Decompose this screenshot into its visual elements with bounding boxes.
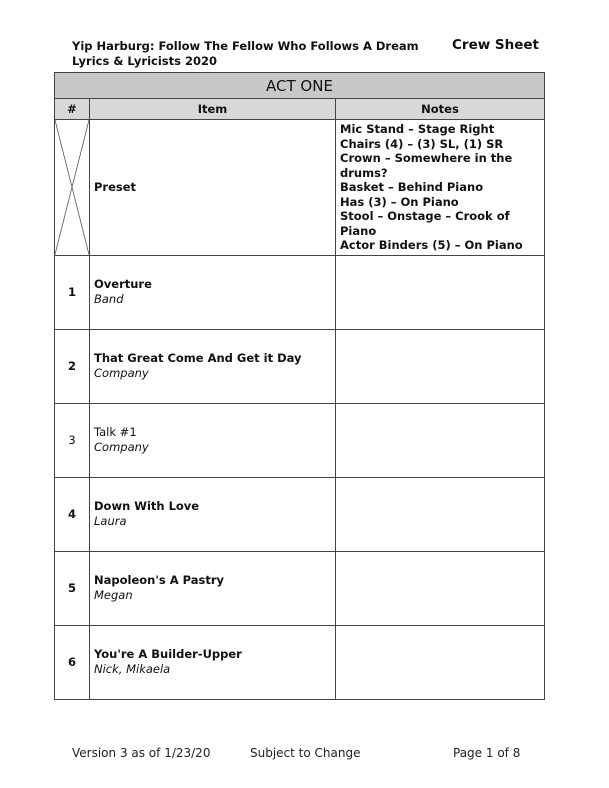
preset-note: Mic Stand – Stage Right xyxy=(340,122,495,136)
footer-version: Version 3 as of 1/23/20 xyxy=(72,746,211,760)
footer-status: Subject to Change xyxy=(250,746,361,760)
row-number: 5 xyxy=(55,551,90,625)
act-header-row xyxy=(55,73,545,99)
preset-note: Has (3) – On Piano xyxy=(340,194,459,209)
row-number: 3 xyxy=(55,403,90,477)
table-row xyxy=(55,551,545,625)
table-row xyxy=(55,255,545,329)
item-cell xyxy=(90,551,336,625)
preset-note: Crown – Somewhere in the drums? xyxy=(340,151,513,180)
event-title: Lyrics & Lyricists 2020 xyxy=(72,53,217,68)
preset-notes xyxy=(336,120,545,256)
song-title: You're A Builder-Upper xyxy=(94,647,242,661)
cross-mark-icon xyxy=(55,120,89,255)
show-title: Yip Harburg: Follow The Fellow Who Follows A Dream xyxy=(72,39,419,53)
column-header-row xyxy=(55,99,545,120)
column-header-notes: Notes xyxy=(336,99,545,120)
performer: Megan xyxy=(94,588,133,602)
document-header xyxy=(72,39,419,68)
crew-sheet-label: Crew Sheet xyxy=(452,37,539,53)
notes-cell xyxy=(336,329,545,403)
table-row xyxy=(55,403,545,477)
preset-title: Preset xyxy=(94,179,137,194)
row-number: 4 xyxy=(55,477,90,551)
notes-cell xyxy=(336,551,545,625)
crew-sheet-table xyxy=(54,72,545,700)
row-number: 2 xyxy=(55,329,90,403)
item-cell xyxy=(90,403,336,477)
performer: Nick, Mikaela xyxy=(94,662,171,676)
preset-label xyxy=(90,120,336,256)
performer: Laura xyxy=(94,514,127,528)
footer-page-number: Page 1 of 8 xyxy=(453,746,521,760)
talk-title: Talk #1 xyxy=(94,425,137,439)
notes-cell xyxy=(336,477,545,551)
item-cell xyxy=(90,477,336,551)
row-number: 1 xyxy=(55,255,90,329)
preset-note: Stool – Onstage – Crook of Piano xyxy=(340,209,510,238)
preset-note: Basket – Behind Piano xyxy=(340,180,484,194)
song-title: Overture xyxy=(94,277,152,291)
item-cell xyxy=(90,625,336,699)
table-row xyxy=(55,477,545,551)
row-number: 6 xyxy=(55,625,90,699)
column-header-num: # xyxy=(55,99,90,120)
performer: Band xyxy=(94,292,124,306)
act-title: ACT ONE xyxy=(55,73,545,99)
notes-cell xyxy=(336,255,545,329)
song-title: Down With Love xyxy=(94,499,200,513)
item-cell xyxy=(90,255,336,329)
preset-row xyxy=(55,120,545,256)
crossed-out-cell xyxy=(55,120,90,256)
performer: Company xyxy=(94,366,149,380)
item-cell xyxy=(90,329,336,403)
column-header-item: Item xyxy=(90,99,336,120)
table-row xyxy=(55,329,545,403)
performer: Company xyxy=(94,440,149,454)
preset-note: Chairs (4) – (3) SL, (1) SR xyxy=(340,136,504,151)
song-title: Napoleon's A Pastry xyxy=(94,573,225,587)
preset-note: Actor Binders (5) – On Piano xyxy=(340,238,523,252)
notes-cell xyxy=(336,403,545,477)
song-title: That Great Come And Get it Day xyxy=(94,351,302,365)
notes-cell xyxy=(336,625,545,699)
table-row xyxy=(55,625,545,699)
